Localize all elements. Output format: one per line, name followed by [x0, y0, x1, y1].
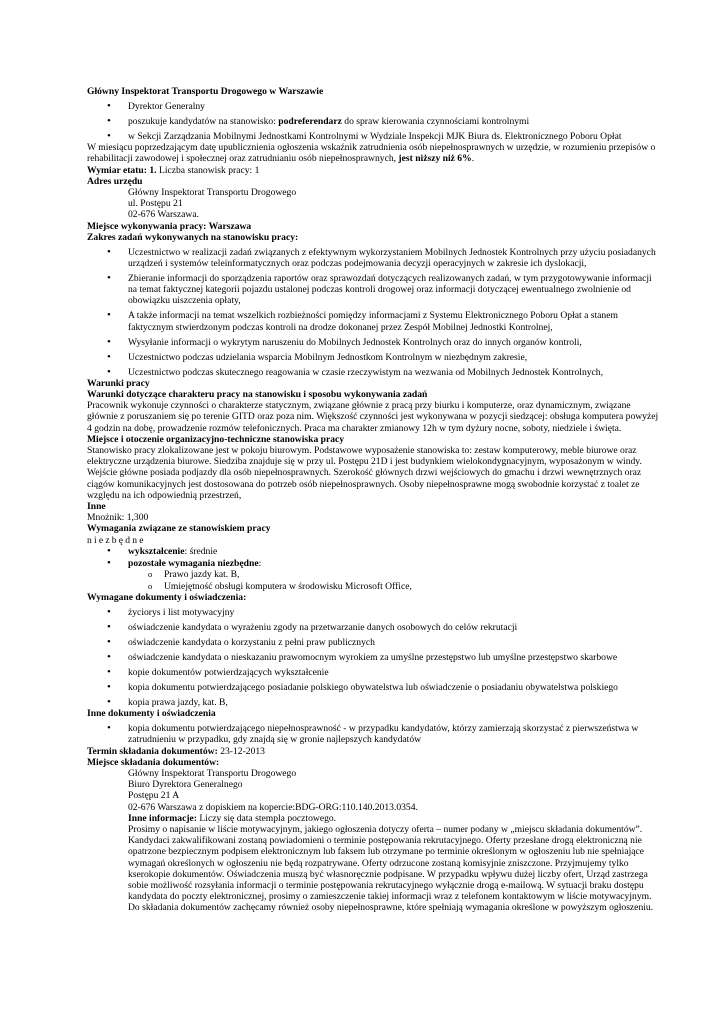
office-address-line: ul. Postępu 21 [128, 198, 183, 210]
list-item [87, 116, 659, 127]
submission-address-line: Główny Inspektorat Transportu Drogowego [128, 767, 297, 779]
conditions-label: Warunki pracy [87, 377, 150, 389]
employer-title: Dyrektor Generalny [128, 101, 205, 112]
deadline [87, 746, 659, 757]
additional-info-text: Prosimy o napisanie w liście motywacyjnym, jakiego ogłoszenia dotyczy oferta – numer podany w „miejscu składania dokumentów”. Kandydaci zakwalifikowani zostaną powiadomieni o terminie postępowania rekrutacyjnego. Oferty przesłane drogą elektroniczną nie opatrzone bezpiecznym podpisem elektronicznym lub faksem lub otrzymane po terminie określonym w ogłoszeniu lub nie spełniające wymagań określonych w ogłoszeniu nie będą rozpatrywane. Oferty odrzucone zostaną komisyjnie zniszczone. Przyjmujemy tylko kserokopie dokumentów. Oświadczenia muszą być własnoręcznie podpisane. W przypadku wpływu dużej liczby ofert, Urząd zastrzega sobie możliwość rozsyłania informacji o terminie postępowania rekrutacyjnego wyłącznie drogą e-mailową. W sytuacji braku dostępu kandydata do poczty elektronicznej, prosimy o zamieszczenie takiej informacji wraz z telefonem kontaktowym w liście motywacyjnym. Do składania dokumentów zachęcamy również osoby niepełnosprawne, które spełniają wymagania określone w powyższym ogłoszeniu. [128, 823, 654, 914]
job-announcement-document [87, 86, 659, 914]
list-item: • A także informacji na temat wszelkich rozbieżności pomiędzy informacjami z Systemu Elektronicznego Poboru Opłat a stanem faktycznym stwierdzonym podczas kontroli na drodze dokonanej przez Zespół Mobilnej Jednostki Kontrolnej, [87, 310, 659, 332]
list-item: • oświadczenie kandydata o wyrażeniu zgody na przetwarzanie danych osobowych do celów rekrutacji [87, 622, 659, 633]
education-value: : średnie [184, 546, 218, 558]
documents-list [87, 607, 659, 708]
employment-end: . [471, 153, 475, 165]
office-address-label: Adres urzędu [87, 175, 143, 187]
list-item: • Uczestnictwo podczas skutecznego reagowania w czasie rzeczywistym na wezwania od Mobilnych Jednostek Kontrolnych, [87, 367, 659, 378]
other-label: Inne [87, 501, 106, 513]
other-requirements-colon: : [258, 558, 262, 570]
institution-heading: Główny Inspektorat Transportu Drogowego w Warszawie [87, 86, 324, 97]
list-item: • Uczestnictwo podczas udzielania wsparcia Mobilnym Jednostkom Kontrolnym w niezbędnym zakresie, [87, 352, 659, 363]
employment-rate: jest niższy niż 6% [398, 153, 472, 165]
list-item: • Zbieranie informacji do sporządzenia raportów oraz sprawozdań dotyczących realizowanych zadań, w tym przygotowywanie informacji na temat faktycznej kategorii pojazdu ustalonej podczas kontroli drogowej oraz informacji dotyczącej ewentualnego zwolnienie od obowiązku uiszczenia opłaty, [87, 273, 659, 307]
submission-label: Miejsce składania dokumentów: [87, 756, 220, 768]
requirements-label: Wymagania związane ze stanowiskiem pracy [87, 523, 271, 535]
list-item: o Umiejętność obsługi komputera w środowisku Microsoft Office, [87, 581, 659, 592]
additional-info-label: Inne informacje: [128, 812, 198, 824]
submission-address-line: Biuro Dyrektora Generalnego [128, 779, 243, 791]
list-item: • oświadczenie kandydata o korzystaniu z pełni praw publicznych [87, 637, 659, 648]
position-suffix: do spraw kierowania czynnościami kontrolnymi [341, 116, 530, 127]
list-item [87, 546, 659, 557]
multiplier-text: Mnożnik: 1,300 [87, 512, 149, 524]
employment-text: W miesiącu poprzedzającym datę upublicznienia ogłoszenia wskaźnik zatrudnienia osób niepełnosprawnych w urzędzie, w rozumieniu przepisów o rehabilitacji zawodowej i społecznej oraz zatrudnianiu osób niepełnosprawnych, [87, 142, 656, 165]
work-place: Miejsce wykonywania pracy: Warszawa [87, 220, 252, 232]
list-item: • Wysyłanie informacji o wykrytym naruszeniu do Mobilnych Jednostek Kontrolnych oraz do innych organów kontroli, [87, 337, 659, 348]
list-item [87, 558, 659, 569]
office-address-line: 02-676 Warszawa. [128, 209, 199, 221]
other-documents-label: Inne dokumenty i oświadczenia [87, 708, 216, 720]
work-time-label: Wymiar etatu: [87, 164, 150, 176]
position-prefix: poszukuje kandydatów na stanowisko: [128, 116, 279, 127]
postmark-note: Liczy się data stempla pocztowego. [197, 812, 337, 824]
duties-label: Zakres zadań wykonywanych na stanowisku pracy: [87, 231, 299, 243]
intro-list [87, 101, 659, 142]
conditions-sub-label: Warunki dotyczące charakteru pracy na stanowisku i sposobu wykonywania zadań [87, 389, 428, 401]
employment-indicator-text [87, 142, 659, 164]
list-item: • życiorys i list motywacyjny [87, 607, 659, 618]
other-requirements-label: pozostałe wymagania niezbędne [128, 558, 259, 570]
submission-address-line: Postępu 21 A [128, 790, 180, 802]
list-item: • kopia dokumentu potwierdzającego niepełnosprawność - w przypadku kandydatów, którzy zamierzają skorzystać z pierwszeństwa w zatrudnieniu w przypadku, gdy znajdą się w gronie najlepszych kandydatów [87, 723, 659, 745]
position-name: podreferendarz [278, 116, 342, 127]
positions-count: Liczba stanowisk pracy: 1 [156, 164, 260, 176]
documents-label: Wymagane dokumenty i oświadczenia: [87, 591, 247, 603]
environment-text: Stanowisko pracy zlokalizowane jest w pokoju biurowym. Podstawowe wyposażenie stanowiska to: zestaw komputerowy, meble biurowe oraz elektryczne urządzenia biurowe. Siedziba znajduje się w przy ul. Postępu 21D i jest budynkiem wielokondygnacyjnym, wyposażonym w windy. Wejście główne posiada podjazdy dla osób niepełnosprawnych. Szerokość głównych drzwi wejściowych do gmachu i drzwi wewnętrznych oraz ciągów komunikacyjnych jest dostosowana do potrzeb osób niepełnosprawnych. Osoby niepełnosprawne mogą swobodnie korzystać z toalet ze względu na ich odpowiednią przestrzeń, [87, 445, 642, 501]
deadline-label: Termin składania dokumentów: [87, 745, 218, 757]
work-time [87, 165, 659, 176]
list-item: o Prawo jazdy kat. B, [87, 569, 659, 580]
list-item [87, 101, 659, 112]
requirements-sub-list [87, 569, 659, 591]
conditions-text: Pracownik wykonuje czynności o charakterze statycznym, związane głównie z pracą przy biurku i komputerze, oraz dynamicznym, związane głównie z poruszaniem się po terenie GITD oraz poza nim. Większość czynności jest wykonywana w pozycji siedzącej: obsługa komputera powyżej 4 godzin na dobę, prowadzenie rozmów telefonicznych. Praca ma charakter zmianowy 12h w tym dyżury nocne, soboty, niedziele i święta. [87, 400, 659, 434]
list-item: • kopia prawa jazdy, kat. B, [87, 697, 659, 708]
environment-label: Miejsce i otoczenie organizacyjno-techniczne stanowiska pracy [87, 433, 345, 445]
list-item: • kopie dokumentów potwierdzających wykształcenie [87, 667, 659, 678]
work-time-value: 1. [149, 164, 157, 176]
deadline-value: 23-12-2013 [217, 745, 265, 757]
list-item [87, 131, 659, 142]
submission-address-line: 02-676 Warszawa z dopiskiem na kopercie:BDG-ORG:110.140.2013.0354. [128, 801, 418, 813]
duties-list [87, 247, 659, 378]
list-item: • oświadczenie kandydata o nieskazaniu prawomocnym wyrokiem za umyślne przestępstwo lub umyślne przestępstwo skarbowe [87, 652, 659, 663]
requirements-list [87, 546, 659, 569]
necessary-label: niezbędne [87, 534, 146, 546]
other-documents-list [87, 723, 659, 745]
additional-info [128, 813, 659, 824]
list-item: • kopia dokumentu potwierdzającego posiadanie polskiego obywatelstwa lub oświadczenie o posiadaniu obywatelstwa polskiego [87, 682, 659, 693]
list-item: • Uczestnictwo w realizacji zadań związanych z efektywnym wykorzystaniem Mobilnych Jednostek Kontrolnych przy użyciu posiadanych urządzeń i systemów teleinformatycznych oraz podczas podejmowania decyzji operacyjnych w zakresie ich dyslokacji, [87, 247, 659, 269]
office-address-line: Główny Inspektorat Transportu Drogowego [128, 187, 297, 199]
department-text: w Sekcji Zarządzania Mobilnymi Jednostkami Kontrolnymi w Wydziale Inspekcji MJK Biura ds. Elektronicznego Poboru Opłat [128, 131, 622, 142]
education-label: wykształcenie [128, 546, 185, 558]
